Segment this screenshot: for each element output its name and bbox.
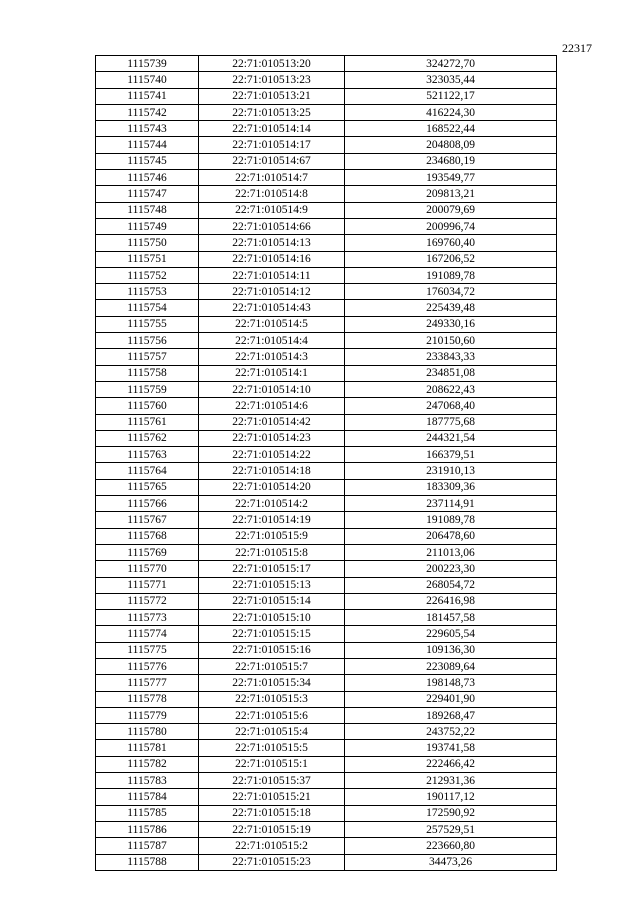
value-cell: 168522,44: [345, 121, 557, 137]
record-number-cell: 1115788: [96, 854, 199, 870]
value-cell: 212931,36: [345, 773, 557, 789]
table-row: [96, 267, 557, 283]
cadastral-number-cell: 22:71:010514:5: [199, 316, 345, 332]
cadastral-number-cell: 22:71:010514:19: [199, 512, 345, 528]
value-cell: 204808,09: [345, 137, 557, 153]
cadastral-number-cell: 22:71:010515:17: [199, 561, 345, 577]
table-row: [96, 512, 557, 528]
cadastral-number-cell: 22:71:010515:16: [199, 642, 345, 658]
record-number-cell: 1115757: [96, 349, 199, 365]
value-cell: 233843,33: [345, 349, 557, 365]
record-number-cell: 1115782: [96, 756, 199, 772]
value-cell: 223660,80: [345, 838, 557, 854]
table-row: [96, 365, 557, 381]
record-number-cell: 1115779: [96, 707, 199, 723]
record-number-cell: 1115784: [96, 789, 199, 805]
table-row: [96, 202, 557, 218]
record-number-cell: 1115749: [96, 218, 199, 234]
value-cell: 193549,77: [345, 170, 557, 186]
table-row: [96, 218, 557, 234]
value-cell: 243752,22: [345, 724, 557, 740]
record-number-cell: 1115769: [96, 544, 199, 560]
table-body: [96, 56, 557, 871]
value-cell: 208622,43: [345, 381, 557, 397]
value-cell: 200996,74: [345, 218, 557, 234]
table-row: [96, 430, 557, 446]
value-cell: 234851,08: [345, 365, 557, 381]
cadastral-number-cell: 22:71:010515:14: [199, 593, 345, 609]
table-row: [96, 496, 557, 512]
table-row: [96, 398, 557, 414]
cadastral-number-cell: 22:71:010514:6: [199, 398, 345, 414]
record-number-cell: 1115787: [96, 838, 199, 854]
cadastral-number-cell: 22:71:010515:21: [199, 789, 345, 805]
table-row: [96, 724, 557, 740]
table-row: [96, 153, 557, 169]
value-cell: 211013,06: [345, 544, 557, 560]
registry-table: [95, 55, 557, 871]
cadastral-number-cell: 22:71:010515:1: [199, 756, 345, 772]
record-number-cell: 1115764: [96, 463, 199, 479]
record-number-cell: 1115739: [96, 56, 199, 72]
record-number-cell: 1115750: [96, 235, 199, 251]
value-cell: 210150,60: [345, 333, 557, 349]
value-cell: 166379,51: [345, 447, 557, 463]
table-row: [96, 170, 557, 186]
value-cell: 193741,58: [345, 740, 557, 756]
record-number-cell: 1115743: [96, 121, 199, 137]
value-cell: 189268,47: [345, 707, 557, 723]
cadastral-number-cell: 22:71:010513:23: [199, 72, 345, 88]
value-cell: 200223,30: [345, 561, 557, 577]
record-number-cell: 1115759: [96, 381, 199, 397]
table-row: [96, 88, 557, 104]
cadastral-number-cell: 22:71:010515:10: [199, 610, 345, 626]
table-row: [96, 675, 557, 691]
cadastral-number-cell: 22:71:010515:5: [199, 740, 345, 756]
table-row: [96, 137, 557, 153]
value-cell: 244321,54: [345, 430, 557, 446]
value-cell: 187775,68: [345, 414, 557, 430]
table-row: [96, 838, 557, 854]
cadastral-number-cell: 22:71:010514:66: [199, 218, 345, 234]
value-cell: 268054,72: [345, 577, 557, 593]
value-cell: 169760,40: [345, 235, 557, 251]
value-cell: 237114,91: [345, 496, 557, 512]
cadastral-number-cell: 22:71:010514:8: [199, 186, 345, 202]
table-row: [96, 72, 557, 88]
cadastral-number-cell: 22:71:010515:8: [199, 544, 345, 560]
record-number-cell: 1115742: [96, 104, 199, 120]
table-row: [96, 235, 557, 251]
cadastral-number-cell: 22:71:010514:10: [199, 381, 345, 397]
table-row: [96, 381, 557, 397]
record-number-cell: 1115760: [96, 398, 199, 414]
value-cell: 176034,72: [345, 284, 557, 300]
record-number-cell: 1115763: [96, 447, 199, 463]
table-row: [96, 773, 557, 789]
table-row: [96, 528, 557, 544]
table-row: [96, 186, 557, 202]
cadastral-number-cell: 22:71:010514:16: [199, 251, 345, 267]
value-cell: 249330,16: [345, 316, 557, 332]
table-row: [96, 707, 557, 723]
record-number-cell: 1115777: [96, 675, 199, 691]
record-number-cell: 1115740: [96, 72, 199, 88]
record-number-cell: 1115772: [96, 593, 199, 609]
record-number-cell: 1115773: [96, 610, 199, 626]
record-number-cell: 1115771: [96, 577, 199, 593]
record-number-cell: 1115745: [96, 153, 199, 169]
value-cell: 234680,19: [345, 153, 557, 169]
value-cell: 323035,44: [345, 72, 557, 88]
table-row: [96, 251, 557, 267]
cadastral-number-cell: 22:71:010515:18: [199, 805, 345, 821]
record-number-cell: 1115741: [96, 88, 199, 104]
cadastral-number-cell: 22:71:010514:1: [199, 365, 345, 381]
record-number-cell: 1115751: [96, 251, 199, 267]
table-row: [96, 626, 557, 642]
value-cell: 200079,69: [345, 202, 557, 218]
record-number-cell: 1115761: [96, 414, 199, 430]
record-number-cell: 1115780: [96, 724, 199, 740]
table-row: [96, 805, 557, 821]
record-number-cell: 1115744: [96, 137, 199, 153]
value-cell: 416224,30: [345, 104, 557, 120]
cadastral-number-cell: 22:71:010514:23: [199, 430, 345, 446]
cadastral-number-cell: 22:71:010515:7: [199, 658, 345, 674]
cadastral-number-cell: 22:71:010514:13: [199, 235, 345, 251]
cadastral-number-cell: 22:71:010515:23: [199, 854, 345, 870]
record-number-cell: 1115783: [96, 773, 199, 789]
cadastral-number-cell: 22:71:010514:9: [199, 202, 345, 218]
record-number-cell: 1115785: [96, 805, 199, 821]
value-cell: 521122,17: [345, 88, 557, 104]
value-cell: 181457,58: [345, 610, 557, 626]
record-number-cell: 1115753: [96, 284, 199, 300]
record-number-cell: 1115754: [96, 300, 199, 316]
record-number-cell: 1115770: [96, 561, 199, 577]
record-number-cell: 1115747: [96, 186, 199, 202]
record-number-cell: 1115781: [96, 740, 199, 756]
table-row: [96, 333, 557, 349]
table-row: [96, 479, 557, 495]
record-number-cell: 1115776: [96, 658, 199, 674]
record-number-cell: 1115752: [96, 267, 199, 283]
record-number-cell: 1115768: [96, 528, 199, 544]
record-number-cell: 1115762: [96, 430, 199, 446]
table-row: [96, 447, 557, 463]
table-row: [96, 349, 557, 365]
record-number-cell: 1115767: [96, 512, 199, 528]
value-cell: 225439,48: [345, 300, 557, 316]
value-cell: 209813,21: [345, 186, 557, 202]
cadastral-number-cell: 22:71:010515:3: [199, 691, 345, 707]
value-cell: 206478,60: [345, 528, 557, 544]
table-row: [96, 544, 557, 560]
page-number: 22317: [562, 41, 592, 55]
record-number-cell: 1115755: [96, 316, 199, 332]
record-number-cell: 1115765: [96, 479, 199, 495]
record-number-cell: 1115756: [96, 333, 199, 349]
value-cell: 229401,90: [345, 691, 557, 707]
cadastral-number-cell: 22:71:010515:9: [199, 528, 345, 544]
table-row: [96, 756, 557, 772]
cadastral-number-cell: 22:71:010514:67: [199, 153, 345, 169]
record-number-cell: 1115758: [96, 365, 199, 381]
cadastral-number-cell: 22:71:010514:17: [199, 137, 345, 153]
cadastral-number-cell: 22:71:010513:25: [199, 104, 345, 120]
table-row: [96, 121, 557, 137]
table-row: [96, 642, 557, 658]
value-cell: 229605,54: [345, 626, 557, 642]
table-row: [96, 577, 557, 593]
cadastral-number-cell: 22:71:010515:34: [199, 675, 345, 691]
record-number-cell: 1115778: [96, 691, 199, 707]
value-cell: 167206,52: [345, 251, 557, 267]
value-cell: 226416,98: [345, 593, 557, 609]
cadastral-number-cell: 22:71:010514:11: [199, 267, 345, 283]
table-row: [96, 284, 557, 300]
value-cell: 191089,78: [345, 267, 557, 283]
table-row: [96, 463, 557, 479]
cadastral-number-cell: 22:71:010515:37: [199, 773, 345, 789]
value-cell: 231910,13: [345, 463, 557, 479]
table-row: [96, 316, 557, 332]
table-row: [96, 610, 557, 626]
cadastral-number-cell: 22:71:010515:13: [199, 577, 345, 593]
value-cell: 324272,70: [345, 56, 557, 72]
record-number-cell: 1115786: [96, 821, 199, 837]
table-row: [96, 658, 557, 674]
value-cell: 191089,78: [345, 512, 557, 528]
value-cell: 190117,12: [345, 789, 557, 805]
cadastral-number-cell: 22:71:010513:21: [199, 88, 345, 104]
cadastral-number-cell: 22:71:010513:20: [199, 56, 345, 72]
cadastral-number-cell: 22:71:010514:3: [199, 349, 345, 365]
record-number-cell: 1115748: [96, 202, 199, 218]
cadastral-number-cell: 22:71:010515:19: [199, 821, 345, 837]
cadastral-number-cell: 22:71:010514:43: [199, 300, 345, 316]
table-row: [96, 561, 557, 577]
table-row: [96, 104, 557, 120]
cadastral-number-cell: 22:71:010515:4: [199, 724, 345, 740]
table-row: [96, 740, 557, 756]
value-cell: 109136,30: [345, 642, 557, 658]
table-row: [96, 56, 557, 72]
cadastral-number-cell: 22:71:010515:2: [199, 838, 345, 854]
table-row: [96, 300, 557, 316]
table-row: [96, 821, 557, 837]
record-number-cell: 1115766: [96, 496, 199, 512]
cadastral-number-cell: 22:71:010514:2: [199, 496, 345, 512]
value-cell: 172590,92: [345, 805, 557, 821]
record-number-cell: 1115746: [96, 170, 199, 186]
table-row: [96, 854, 557, 870]
cadastral-number-cell: 22:71:010514:14: [199, 121, 345, 137]
value-cell: 222466,42: [345, 756, 557, 772]
record-number-cell: 1115775: [96, 642, 199, 658]
value-cell: 183309,36: [345, 479, 557, 495]
value-cell: 223089,64: [345, 658, 557, 674]
value-cell: 34473,26: [345, 854, 557, 870]
cadastral-number-cell: 22:71:010514:20: [199, 479, 345, 495]
cadastral-number-cell: 22:71:010514:4: [199, 333, 345, 349]
cadastral-number-cell: 22:71:010514:12: [199, 284, 345, 300]
table-row: [96, 593, 557, 609]
cadastral-number-cell: 22:71:010514:22: [199, 447, 345, 463]
value-cell: 247068,40: [345, 398, 557, 414]
table-row: [96, 691, 557, 707]
table-row: [96, 789, 557, 805]
value-cell: 198148,73: [345, 675, 557, 691]
cadastral-number-cell: 22:71:010515:15: [199, 626, 345, 642]
record-number-cell: 1115774: [96, 626, 199, 642]
cadastral-number-cell: 22:71:010515:6: [199, 707, 345, 723]
cadastral-number-cell: 22:71:010514:18: [199, 463, 345, 479]
cadastral-number-cell: 22:71:010514:42: [199, 414, 345, 430]
value-cell: 257529,51: [345, 821, 557, 837]
table-row: [96, 414, 557, 430]
cadastral-number-cell: 22:71:010514:7: [199, 170, 345, 186]
